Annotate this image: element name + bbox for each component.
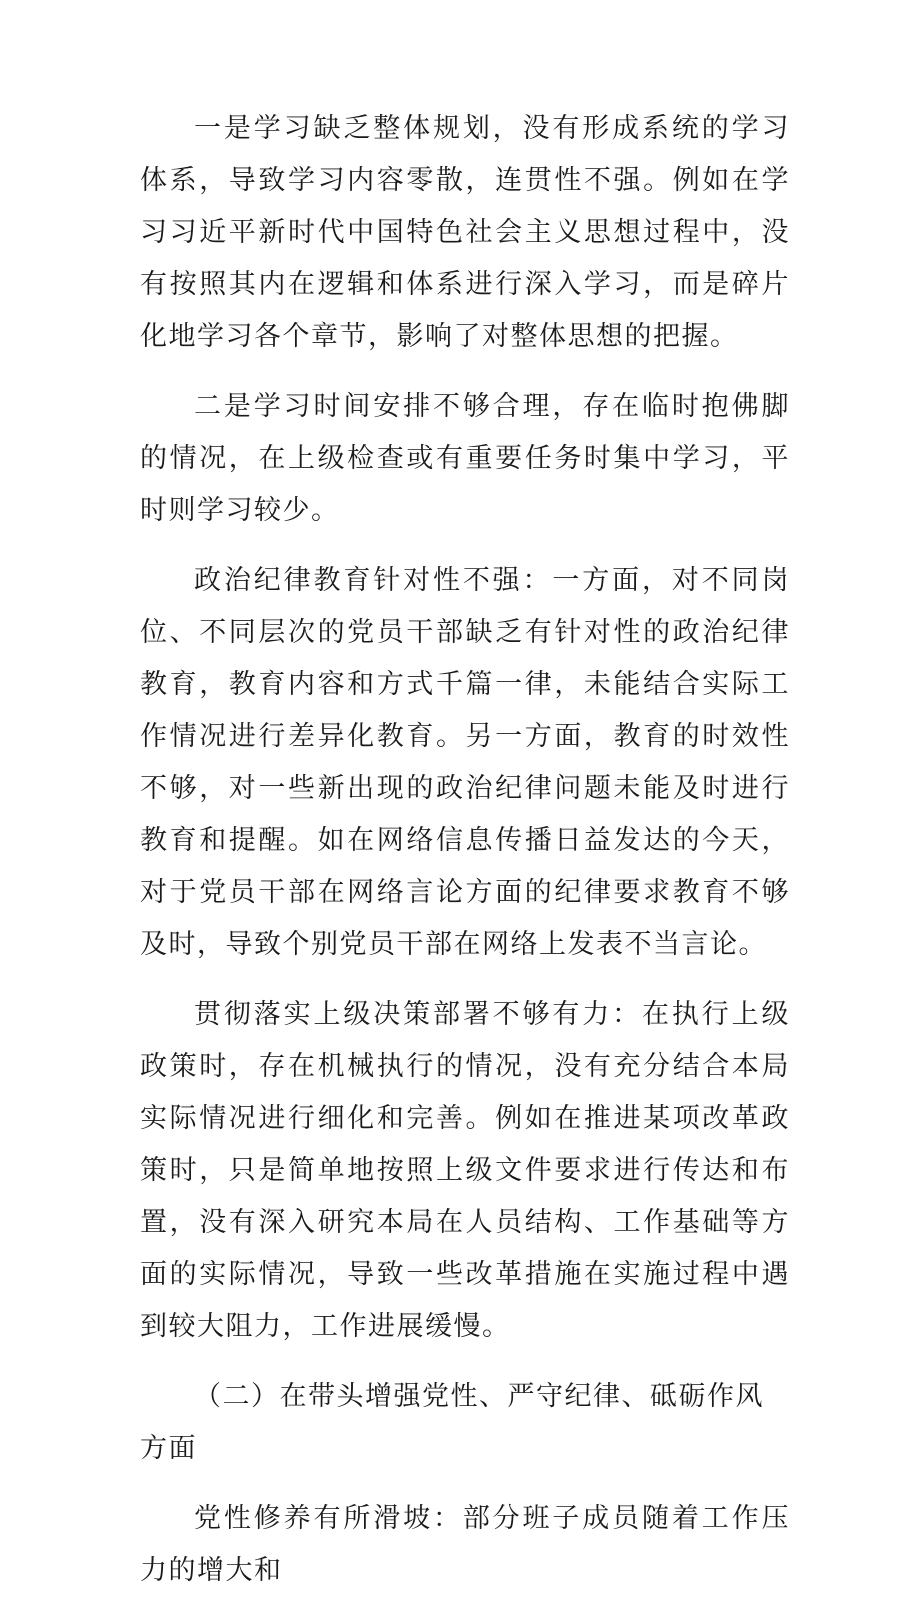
paragraph-study-time: 二是学习时间安排不够合理，存在临时抱佛脚的情况，在上级检查或有重要任务时集中学习，平时则学习较少。 [140, 391, 790, 526]
paragraph-party-spirit: 党性修养有所滑坡：部分班子成员随着工作压力的增大和 [140, 1503, 790, 1586]
document-body [140, 103, 790, 1597]
paragraph-study-planning: 一是学习缺乏整体规划，没有形成系统的学习体系，导致学习内容零散，连贯性不强。例如在学习习近平新时代中国特色社会主义思想过程中，没有按照其内在逻辑和体系进行深入学习，而是碎片化地学习各个章节，影响了对整体思想的把握。 [140, 113, 790, 352]
paragraph-policy-implementation: 贯彻落实上级决策部署不够有力：在执行上级政策时，存在机械执行的情况，没有充分结合本局实际情况进行细化和完善。例如在推进某项改革政策时，只是简单地按照上级文件要求进行传达和布置，没有深入研究本局在人员结构、工作基础等方面的实际情况，导致一些改革措施在实施过程中遇到较大阻力，工作进展缓慢。 [140, 999, 790, 1342]
section-heading: （二）在带头增强党性、严守纪律、砥砺作风方面 [140, 1381, 764, 1464]
paragraph-discipline-education: 政治纪律教育针对性不强：一方面，对不同岗位、不同层次的党员干部缺乏有针对性的政治纪律教育，教育内容和方式千篇一律，未能结合实际工作情况进行差异化教育。另一方面，教育的时效性不够，对一些新出现的政治纪律问题未能及时进行教育和提醒。如在网络信息传播日益发达的今天，对于党员干部在网络言论方面的纪律要求教育不够及时，导致个别党员干部在网络上发表不当言论。 [140, 565, 790, 960]
